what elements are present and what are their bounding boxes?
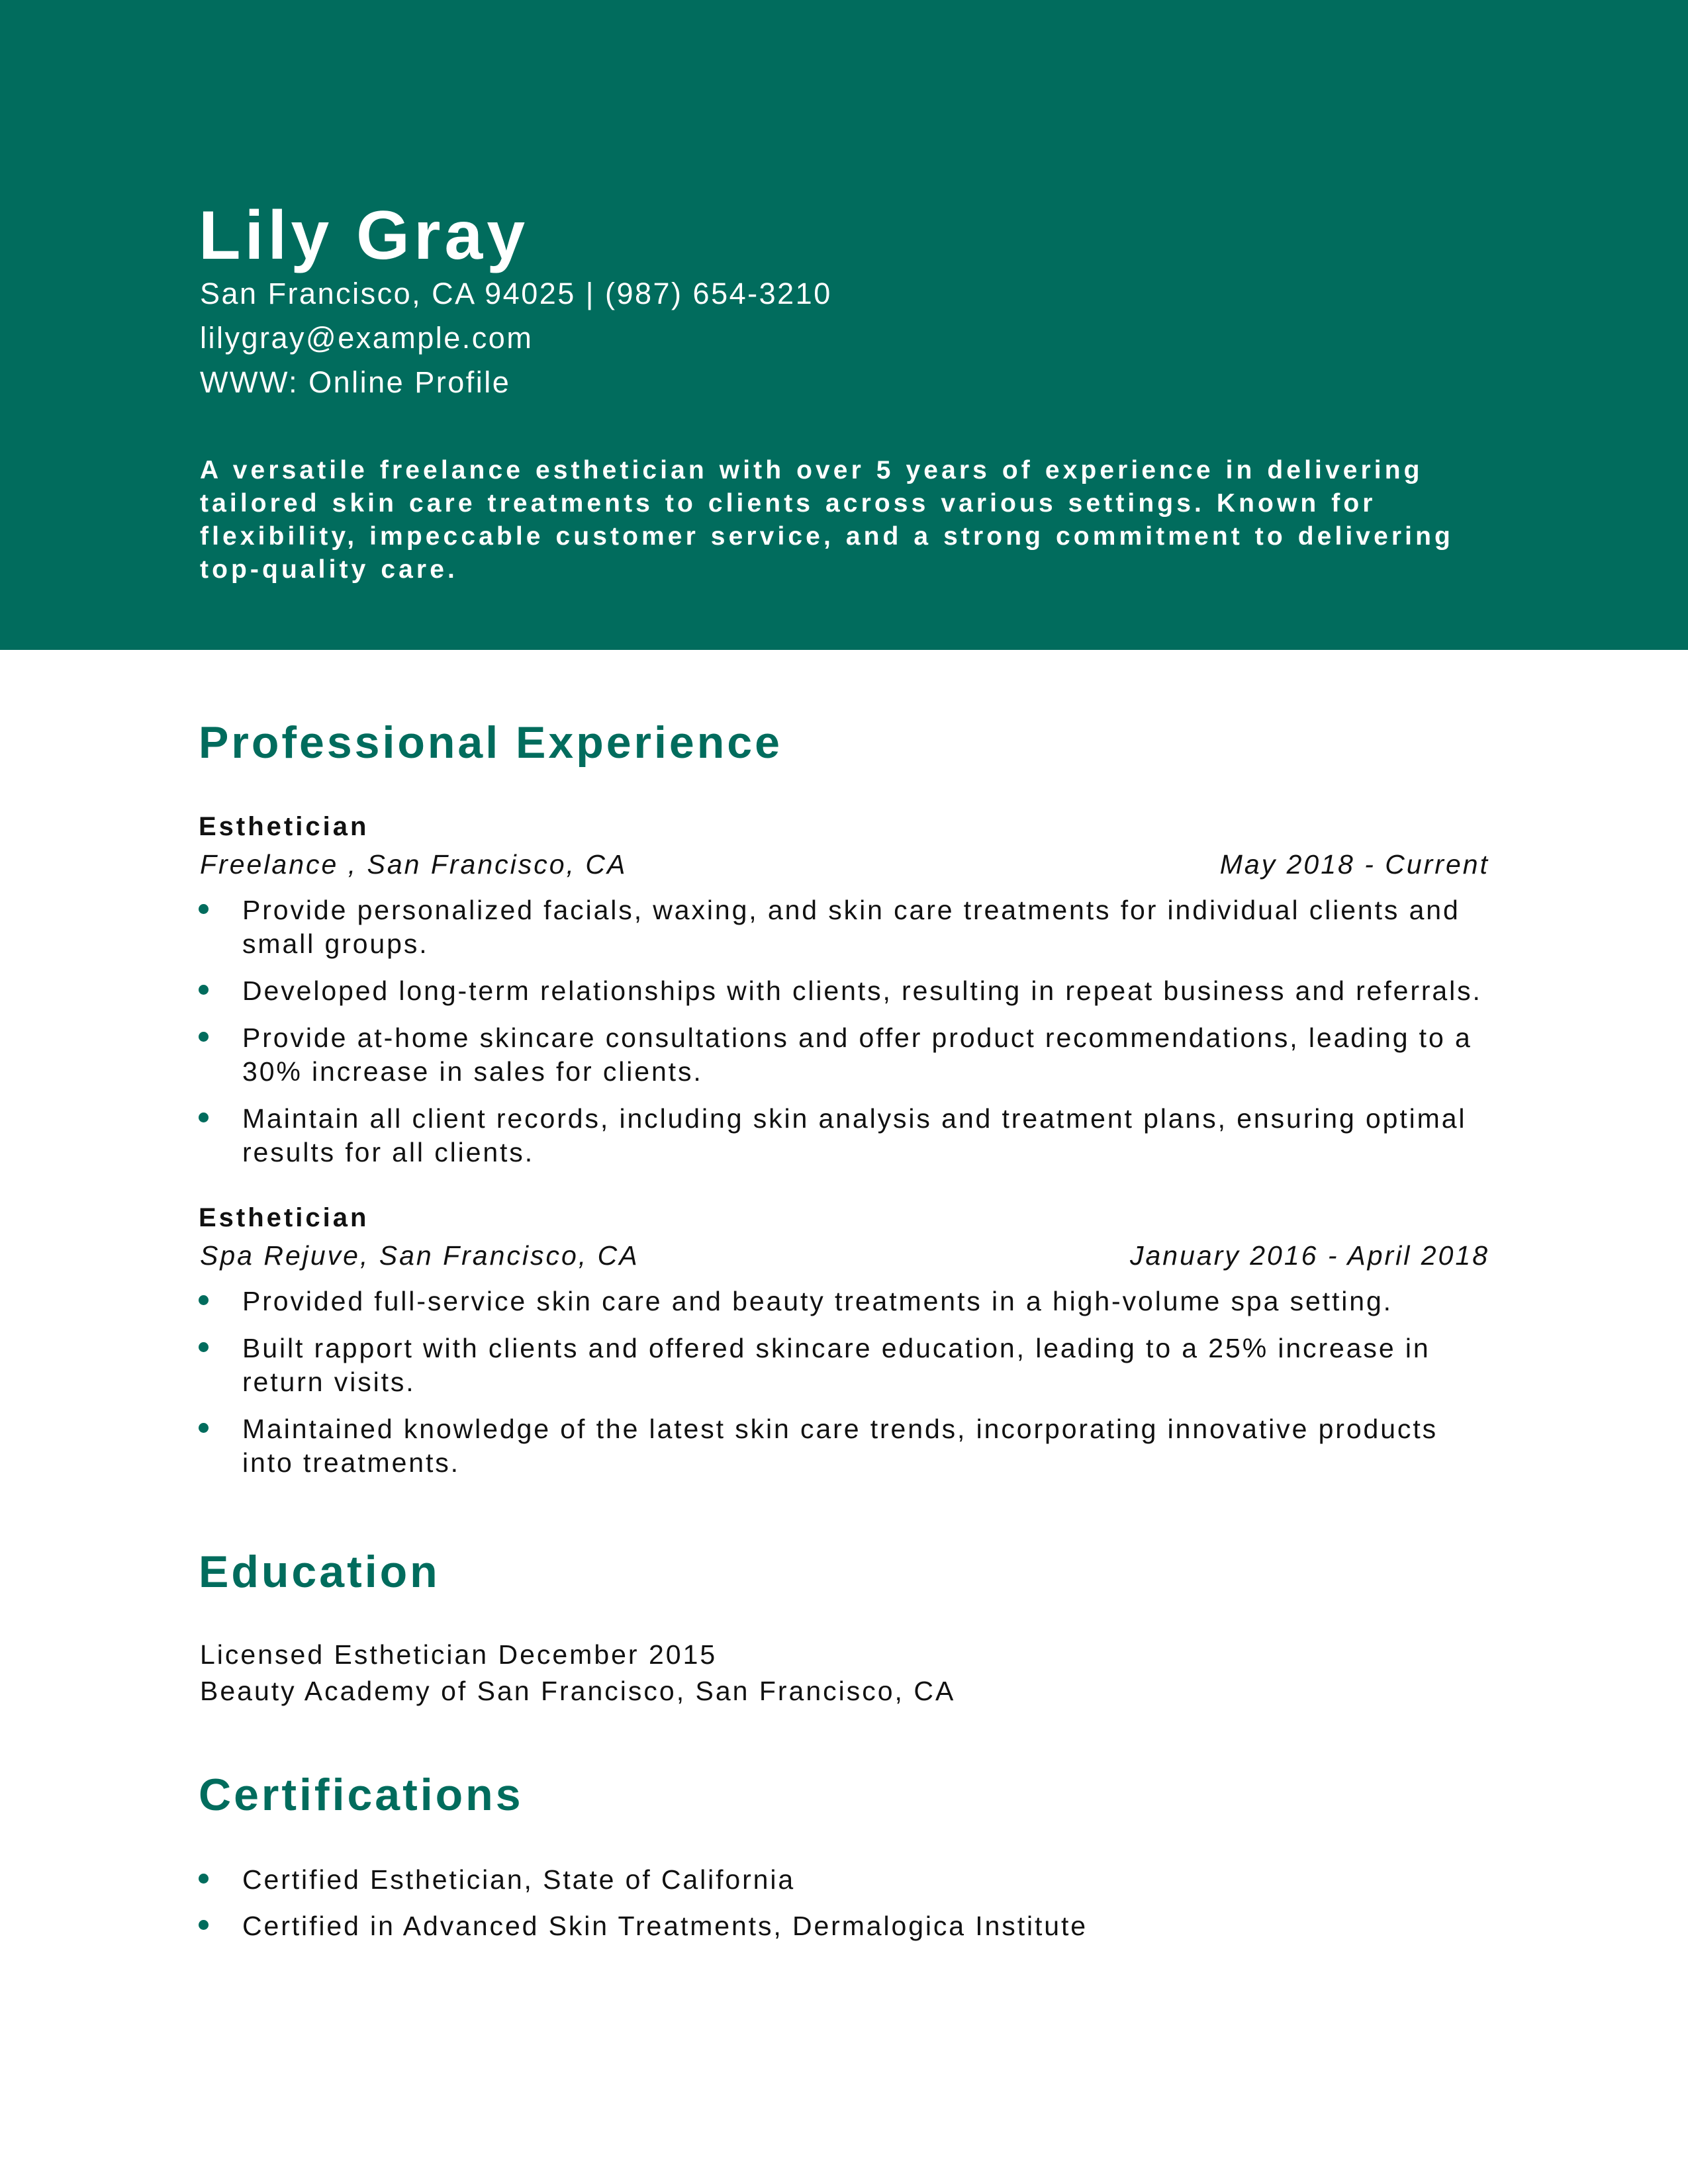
bullet-icon — [199, 985, 209, 995]
certification-text: Certified Esthetician, State of California — [242, 1864, 796, 1895]
job-title: Esthetician — [199, 812, 369, 841]
list-item — [199, 1863, 1489, 1897]
bullet-text: Provide personalized facials, waxing, and skin care treatments for individual clients and small groups. — [242, 895, 1460, 959]
certification-text: Certified in Advanced Skin Treatments, Dermalogica Institute — [242, 1911, 1088, 1941]
bullet-icon — [199, 1032, 209, 1042]
bullet-icon — [199, 1113, 209, 1122]
job-dates: January 2016 - April 2018 — [1130, 1240, 1489, 1271]
website-link[interactable]: WWW: Online Profile — [200, 365, 511, 399]
bullet-text: Provide at-home skincare consultations and offer product recommendations, leading to a 30% increase in sales for clients. — [242, 1023, 1472, 1087]
email-link[interactable]: lilygray@example.com — [200, 321, 534, 355]
list-item — [199, 893, 1489, 961]
bullet-icon — [199, 1874, 209, 1884]
list-item — [199, 1909, 1489, 1943]
bullet-text: Maintained knowledge of the latest skin care trends, incorporating innovative products into treatments. — [242, 1414, 1438, 1478]
bullet-text: Maintain all client records, including skin analysis and treatment plans, ensuring optimal results for all clients. — [242, 1103, 1467, 1167]
list-item — [199, 1332, 1489, 1399]
list-item — [199, 1021, 1489, 1089]
job-company: Spa Rejuve, San Francisco, CA — [200, 1240, 639, 1271]
certifications-list — [199, 1863, 1489, 1956]
header-banner — [0, 0, 1688, 650]
experience-heading: Professional Experience — [199, 717, 782, 768]
education-degree: Licensed Esthetician December 2015 — [200, 1639, 718, 1670]
bullet-icon — [199, 1342, 209, 1352]
professional-summary: A versatile freelance esthetician with over 5 years of experience in delivering tailored skin care treatments to clients across various settings. Known for flexibility, impeccable customer service, and a strong commitment to delivering top-quality care. — [200, 456, 1454, 584]
job-bullets — [199, 1285, 1489, 1480]
job-meta — [199, 844, 1489, 884]
bullet-icon — [199, 1295, 209, 1305]
list-item — [199, 1102, 1489, 1169]
job-title: Esthetician — [199, 1203, 369, 1232]
education-school: Beauty Academy of San Francisco, San Francisco, CA — [200, 1676, 956, 1706]
candidate-name: Lily Gray — [199, 197, 530, 274]
bullet-text: Provided full-service skin care and beauty treatments in a high-volume spa setting. — [242, 1286, 1393, 1316]
list-item — [199, 1285, 1489, 1318]
certifications-heading: Certifications — [199, 1770, 524, 1820]
job-bullets — [199, 893, 1489, 1169]
job-meta — [199, 1236, 1489, 1275]
job-dates: May 2018 - Current — [1219, 849, 1489, 880]
education-heading: Education — [199, 1547, 440, 1597]
education-entry — [200, 1637, 1491, 1709]
job-entry — [199, 809, 1489, 1183]
bullet-text: Developed long-term relationships with clients, resulting in repeat business and referrals. — [242, 976, 1482, 1006]
certification-bullets — [199, 1863, 1489, 1943]
bullet-text: Built rapport with clients and offered skincare education, leading to a 25% increase in return visits. — [242, 1333, 1430, 1397]
job-entry — [199, 1200, 1489, 1493]
job-company: Freelance , San Francisco, CA — [200, 849, 628, 880]
list-item — [199, 1412, 1489, 1480]
bullet-icon — [199, 1423, 209, 1433]
list-item — [199, 974, 1489, 1008]
location-phone: San Francisco, CA 94025 | (987) 654-3210 — [200, 277, 832, 310]
bullet-icon — [199, 1920, 209, 1930]
bullet-icon — [199, 904, 209, 914]
